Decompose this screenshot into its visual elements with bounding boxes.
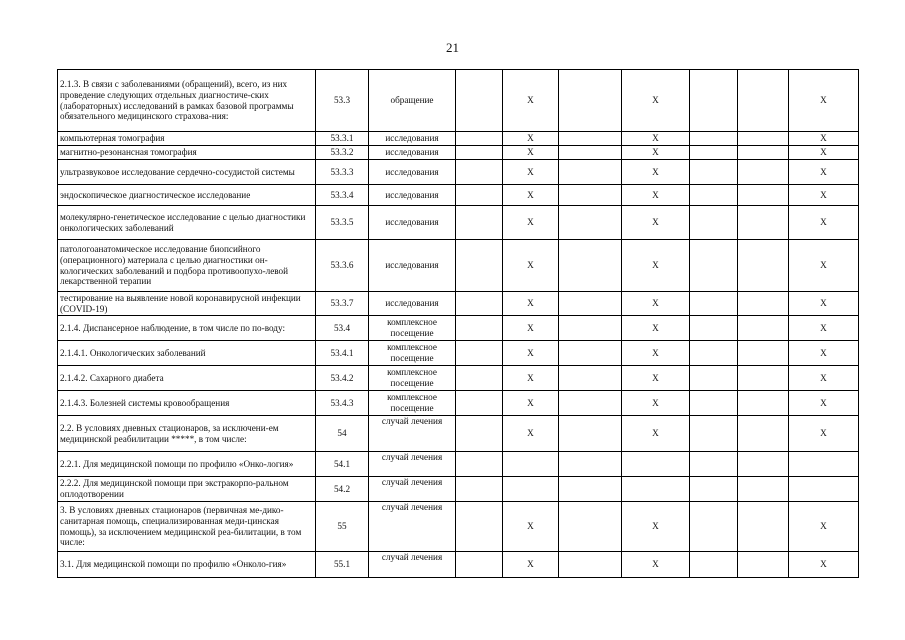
row-name: 2.2. В условиях дневных стационаров, за исключени-ем медицинской реабилитации *****, в том числе: xyxy=(58,416,316,452)
row-x-mark: X xyxy=(622,185,690,206)
row-code: 54 xyxy=(316,416,369,452)
row-x-mark: X xyxy=(789,185,859,206)
row-x-mark: X xyxy=(503,391,559,416)
empty-cell xyxy=(456,316,503,341)
table-row xyxy=(58,477,859,502)
empty-cell xyxy=(456,502,503,552)
row-x-mark: X xyxy=(503,416,559,452)
empty-cell xyxy=(738,316,789,341)
table-row xyxy=(58,240,859,292)
empty-cell xyxy=(738,416,789,452)
row-code: 53.3.7 xyxy=(316,292,369,316)
row-name: 2.1.4.3. Болезней системы кровообращения xyxy=(58,391,316,416)
empty-cell xyxy=(559,366,622,391)
row-code: 53.3.4 xyxy=(316,185,369,206)
row-x-mark xyxy=(503,452,559,477)
row-x-mark xyxy=(789,477,859,502)
row-name: 2.2.2. Для медицинской помощи при экстракорпо-ральном оплодотворении xyxy=(58,477,316,502)
table-row xyxy=(58,316,859,341)
empty-cell xyxy=(559,132,622,146)
row-code: 53.4.1 xyxy=(316,341,369,366)
empty-cell xyxy=(690,477,738,502)
row-x-mark: X xyxy=(503,160,559,185)
empty-cell xyxy=(559,185,622,206)
row-name: магнитно-резонансная томография xyxy=(58,146,316,160)
row-x-mark xyxy=(622,477,690,502)
row-name: 3. В условиях дневных стационаров (первичная ме-дико-санитарная помощь, специализированная меди-цинская помощь), за исключением медицинской реа-билитации, в том числе: xyxy=(58,502,316,552)
row-unit: случай лечения xyxy=(369,416,456,452)
row-code: 53.3.1 xyxy=(316,132,369,146)
row-x-mark: X xyxy=(622,316,690,341)
row-x-mark: X xyxy=(789,552,859,578)
empty-cell xyxy=(690,132,738,146)
row-code: 53.4.3 xyxy=(316,391,369,416)
empty-cell xyxy=(738,292,789,316)
table-row xyxy=(58,185,859,206)
table-row xyxy=(58,552,859,578)
empty-cell xyxy=(559,452,622,477)
empty-cell xyxy=(456,160,503,185)
row-x-mark: X xyxy=(789,391,859,416)
empty-cell xyxy=(738,185,789,206)
row-x-mark: X xyxy=(622,552,690,578)
row-x-mark xyxy=(789,452,859,477)
row-x-mark: X xyxy=(789,502,859,552)
empty-cell xyxy=(456,132,503,146)
row-code: 53.3 xyxy=(316,70,369,132)
row-x-mark: X xyxy=(789,146,859,160)
row-x-mark: X xyxy=(622,391,690,416)
empty-cell xyxy=(559,292,622,316)
row-x-mark xyxy=(503,477,559,502)
empty-cell xyxy=(738,477,789,502)
empty-cell xyxy=(690,146,738,160)
table-row xyxy=(58,146,859,160)
row-code: 54.2 xyxy=(316,477,369,502)
row-x-mark: X xyxy=(503,316,559,341)
empty-cell xyxy=(559,391,622,416)
empty-cell xyxy=(690,292,738,316)
row-x-mark: X xyxy=(789,132,859,146)
empty-cell xyxy=(690,240,738,292)
empty-cell xyxy=(738,391,789,416)
empty-cell xyxy=(738,146,789,160)
empty-cell xyxy=(559,206,622,240)
empty-cell xyxy=(456,477,503,502)
empty-cell xyxy=(738,341,789,366)
table-row xyxy=(58,416,859,452)
row-name: 2.1.3. В связи с заболеваниями (обращений), всего, из них проведение следующих отдельных диагностиче-ских (лабораторных) исследований в рамках базовой программы обязательного медицинского страхова-ния: xyxy=(58,70,316,132)
empty-cell xyxy=(738,452,789,477)
table-row xyxy=(58,160,859,185)
empty-cell xyxy=(456,341,503,366)
row-unit: исследования xyxy=(369,240,456,292)
row-name: ультразвуковое исследование сердечно-сосудистой системы xyxy=(58,160,316,185)
table-row xyxy=(58,366,859,391)
empty-cell xyxy=(559,160,622,185)
row-x-mark: X xyxy=(789,366,859,391)
row-name: 2.2.1. Для медицинской помощи по профилю «Онко-логия» xyxy=(58,452,316,477)
empty-cell xyxy=(690,502,738,552)
table-row xyxy=(58,452,859,477)
row-unit: исследования xyxy=(369,146,456,160)
empty-cell xyxy=(738,70,789,132)
empty-cell xyxy=(559,240,622,292)
row-x-mark xyxy=(622,452,690,477)
row-x-mark: X xyxy=(622,70,690,132)
row-x-mark: X xyxy=(503,502,559,552)
empty-cell xyxy=(559,502,622,552)
row-code: 53.3.5 xyxy=(316,206,369,240)
empty-cell xyxy=(559,416,622,452)
empty-cell xyxy=(690,206,738,240)
table-row xyxy=(58,391,859,416)
row-name: компьютерная томография xyxy=(58,132,316,146)
empty-cell xyxy=(456,185,503,206)
empty-cell xyxy=(456,366,503,391)
empty-cell xyxy=(690,160,738,185)
empty-cell xyxy=(690,552,738,578)
empty-cell xyxy=(690,316,738,341)
table-row xyxy=(58,132,859,146)
row-code: 53.3.6 xyxy=(316,240,369,292)
row-x-mark: X xyxy=(789,316,859,341)
row-name: тестирование на выявление новой коронавирусной инфекции (COVID-19) xyxy=(58,292,316,316)
row-code: 55 xyxy=(316,502,369,552)
row-name: 2.1.4.2. Сахарного диабета xyxy=(58,366,316,391)
row-code: 53.3.2 xyxy=(316,146,369,160)
row-unit: комплексное посещение xyxy=(369,341,456,366)
row-x-mark: X xyxy=(622,206,690,240)
empty-cell xyxy=(690,452,738,477)
empty-cell xyxy=(690,416,738,452)
empty-cell xyxy=(738,132,789,146)
row-name: молекулярно-генетическое исследование с целью диагностики онкологических заболеваний xyxy=(58,206,316,240)
row-x-mark: X xyxy=(503,366,559,391)
empty-cell xyxy=(690,366,738,391)
row-x-mark: X xyxy=(789,70,859,132)
empty-cell xyxy=(456,70,503,132)
row-x-mark: X xyxy=(503,292,559,316)
empty-cell xyxy=(690,70,738,132)
row-name: 3.1. Для медицинской помощи по профилю «Онколо-гия» xyxy=(58,552,316,578)
empty-cell xyxy=(738,206,789,240)
row-name: патологоанатомическое исследование биопсийного (операционного) материала с целью диагностики он-кологических заболеваний и подбора противоопухо-левой лекарственной терапии xyxy=(58,240,316,292)
row-x-mark: X xyxy=(503,206,559,240)
row-x-mark: X xyxy=(622,132,690,146)
empty-cell xyxy=(456,206,503,240)
row-unit: исследования xyxy=(369,292,456,316)
empty-cell xyxy=(456,146,503,160)
empty-cell xyxy=(738,502,789,552)
empty-cell xyxy=(456,292,503,316)
empty-cell xyxy=(559,316,622,341)
row-x-mark: X xyxy=(789,206,859,240)
empty-cell xyxy=(559,146,622,160)
row-x-mark: X xyxy=(503,70,559,132)
row-unit: исследования xyxy=(369,160,456,185)
row-x-mark: X xyxy=(503,240,559,292)
row-unit: случай лечения xyxy=(369,452,456,477)
row-unit: исследования xyxy=(369,206,456,240)
empty-cell xyxy=(456,240,503,292)
row-x-mark: X xyxy=(622,502,690,552)
row-x-mark: X xyxy=(503,341,559,366)
data-table xyxy=(57,69,859,578)
row-unit: комплексное посещение xyxy=(369,366,456,391)
table-row xyxy=(58,70,859,132)
row-x-mark: X xyxy=(789,160,859,185)
empty-cell xyxy=(456,452,503,477)
row-x-mark: X xyxy=(503,185,559,206)
table-row xyxy=(58,292,859,316)
row-unit: обращение xyxy=(369,70,456,132)
row-x-mark: X xyxy=(622,146,690,160)
row-unit: исследования xyxy=(369,185,456,206)
row-code: 54.1 xyxy=(316,452,369,477)
empty-cell xyxy=(738,552,789,578)
row-x-mark: X xyxy=(789,416,859,452)
empty-cell xyxy=(559,552,622,578)
empty-cell xyxy=(738,366,789,391)
row-x-mark: X xyxy=(622,240,690,292)
row-x-mark: X xyxy=(622,292,690,316)
row-x-mark: X xyxy=(789,292,859,316)
row-x-mark: X xyxy=(622,366,690,391)
row-code: 53.3.3 xyxy=(316,160,369,185)
row-x-mark: X xyxy=(622,416,690,452)
empty-cell xyxy=(456,552,503,578)
empty-cell xyxy=(559,70,622,132)
row-unit: случай лечения xyxy=(369,502,456,552)
page-number: 21 xyxy=(446,40,459,55)
empty-cell xyxy=(738,160,789,185)
row-name: эндоскопическое диагностическое исследование xyxy=(58,185,316,206)
row-unit: случай лечения xyxy=(369,552,456,578)
row-unit: исследования xyxy=(369,132,456,146)
row-x-mark: X xyxy=(789,341,859,366)
empty-cell xyxy=(456,416,503,452)
row-x-mark: X xyxy=(503,146,559,160)
empty-cell xyxy=(690,341,738,366)
row-x-mark: X xyxy=(622,341,690,366)
row-code: 53.4 xyxy=(316,316,369,341)
row-x-mark: X xyxy=(789,240,859,292)
empty-cell xyxy=(738,240,789,292)
row-name: 2.1.4.1. Онкологических заболеваний xyxy=(58,341,316,366)
row-unit: комплексное посещение xyxy=(369,391,456,416)
table-row xyxy=(58,502,859,552)
empty-cell xyxy=(690,391,738,416)
table-row xyxy=(58,341,859,366)
row-x-mark: X xyxy=(503,552,559,578)
row-unit: комплексное посещение xyxy=(369,316,456,341)
row-code: 53.4.2 xyxy=(316,366,369,391)
table-row xyxy=(58,206,859,240)
row-unit: случай лечения xyxy=(369,477,456,502)
empty-cell xyxy=(559,477,622,502)
empty-cell xyxy=(690,185,738,206)
row-x-mark: X xyxy=(622,160,690,185)
row-name: 2.1.4. Диспансерное наблюдение, в том числе по по-воду: xyxy=(58,316,316,341)
row-x-mark: X xyxy=(503,132,559,146)
row-code: 55.1 xyxy=(316,552,369,578)
empty-cell xyxy=(559,341,622,366)
empty-cell xyxy=(456,391,503,416)
